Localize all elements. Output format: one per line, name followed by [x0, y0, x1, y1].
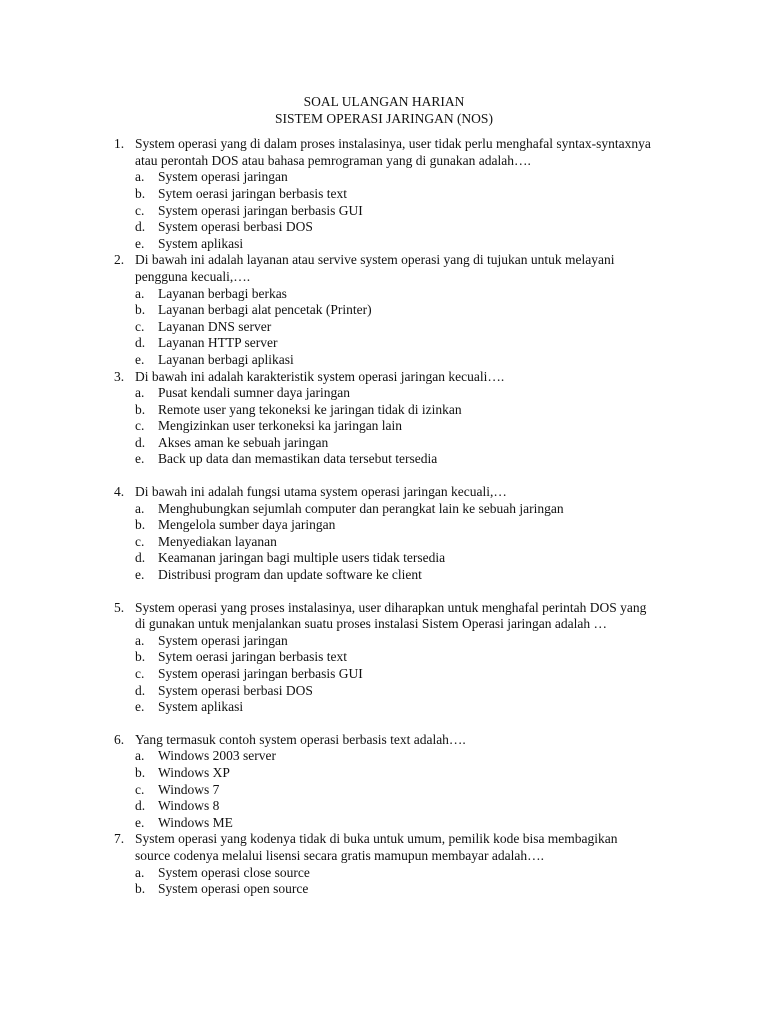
answer-option	[135, 683, 654, 700]
answer-option	[135, 865, 654, 882]
option-text: Menyediakan layanan	[158, 533, 277, 549]
question-item	[114, 831, 654, 897]
option-text: Windows 2003 server	[158, 748, 276, 764]
answer-option	[135, 352, 654, 369]
question-number: 7.	[114, 831, 125, 847]
option-text: System operasi berbasi DOS	[158, 682, 313, 698]
option-letter: e.	[135, 814, 145, 830]
question-text: Yang termasuk contoh system operasi berbasis text adalah….	[135, 731, 466, 747]
question-text: Di bawah ini adalah karakteristik system operasi jaringan kecuali….	[135, 368, 505, 384]
option-letter: c.	[135, 418, 145, 434]
option-letter: a.	[135, 748, 145, 764]
option-letter: c.	[135, 666, 145, 681]
option-letter: e.	[135, 699, 145, 715]
option-letter: b.	[135, 401, 146, 417]
answer-option	[135, 699, 654, 716]
option-text: Windows 8	[158, 798, 220, 814]
option-letter: e.	[135, 235, 145, 251]
answer-option	[135, 782, 654, 799]
option-letter: a.	[135, 500, 145, 516]
option-text: Layanan HTTP server	[158, 335, 278, 351]
option-letter: d.	[135, 434, 146, 450]
answer-option	[135, 567, 654, 584]
question-item	[114, 732, 654, 832]
question-number: 3.	[114, 368, 125, 384]
question-text: System operasi yang proses instalasinya, user diharapkan untuk menghafal perintah DOS yang di gunakan untuk menjalankan suatu proses instalasi Sistem Operasi jaringan adalah …	[135, 599, 647, 632]
option-letter: d.	[135, 219, 146, 235]
question-text: Di bawah ini adalah fungsi utama system operasi jaringan kecuali,…	[135, 484, 507, 500]
question-number: 6.	[114, 731, 125, 747]
option-text: Remote user yang tekoneksi ke jaringan tidak di izinkan	[158, 401, 462, 417]
answer-option	[135, 335, 654, 352]
option-text: System operasi open source	[158, 881, 309, 897]
option-letter: b.	[135, 517, 146, 533]
option-text: Back up data dan memastikan data tersebut tersedia	[158, 451, 438, 467]
answer-option	[135, 666, 654, 683]
option-letter: a.	[135, 864, 145, 880]
answer-option	[135, 286, 654, 303]
title-line-1: SOAL ULANGAN HARIAN	[303, 94, 465, 109]
option-list	[135, 633, 654, 716]
answer-option	[135, 385, 654, 402]
question-text: Di bawah ini adalah layanan atau servive system operasi yang di tujukan untuk melayani pengguna kecuali,….	[135, 252, 615, 284]
question-item	[114, 252, 654, 368]
option-list	[135, 286, 654, 369]
question-number: 1.	[114, 136, 125, 152]
option-text: Sytem oerasi jaringan berbasis text	[158, 649, 347, 665]
option-letter: a.	[135, 169, 145, 185]
question-text: System operasi yang di dalam proses instalasinya, user tidak perlu menghafal syntax-syntaxnya atau perontah DOS atau bahasa pemrograman yang di gunakan adalah….	[135, 136, 651, 168]
answer-option	[135, 748, 654, 765]
answer-option	[135, 517, 654, 534]
option-list	[135, 501, 654, 584]
option-letter: c.	[135, 318, 145, 334]
option-list	[135, 385, 654, 468]
option-letter: e.	[135, 351, 145, 367]
question-list	[0, 136, 654, 898]
answer-option	[135, 435, 654, 452]
option-text: System operasi jaringan	[158, 169, 288, 185]
option-letter: c.	[135, 533, 145, 549]
option-letter: d.	[135, 798, 146, 814]
option-text: Windows ME	[158, 814, 233, 830]
question-item	[114, 136, 654, 252]
question-item	[114, 600, 654, 716]
option-letter: e.	[135, 567, 145, 583]
option-letter: a.	[135, 285, 145, 301]
option-letter: a.	[135, 385, 145, 401]
answer-option	[135, 649, 654, 666]
option-letter: d.	[135, 550, 146, 566]
answer-option	[135, 815, 654, 832]
answer-option	[135, 451, 654, 468]
option-text: System operasi jaringan berbasis GUI	[158, 666, 363, 681]
option-text: Menghubungkan sejumlah computer dan perangkat lain ke sebuah jaringan	[158, 500, 564, 516]
answer-option	[135, 319, 654, 336]
question-number: 2.	[114, 252, 125, 268]
option-text: Layanan DNS server	[158, 318, 272, 334]
answer-option	[135, 186, 654, 203]
option-letter: d.	[135, 335, 146, 351]
answer-option	[135, 418, 654, 435]
question-item	[114, 369, 654, 469]
option-text: System aplikasi	[158, 699, 244, 715]
answer-option	[135, 169, 654, 186]
answer-option	[135, 302, 654, 319]
option-text: Layanan berbagi aplikasi	[158, 351, 294, 367]
option-letter: b.	[135, 764, 146, 780]
option-list	[135, 169, 654, 252]
answer-option	[135, 402, 654, 419]
answer-option	[135, 236, 654, 253]
answer-option	[135, 534, 654, 551]
question-number: 5.	[114, 599, 125, 615]
option-text: Layanan berbagi alat pencetak (Printer)	[158, 302, 372, 318]
option-list	[135, 748, 654, 831]
option-text: Windows 7	[158, 781, 220, 797]
option-text: System operasi close source	[158, 864, 310, 880]
option-text: Mengizinkan user terkoneksi ka jaringan lain	[158, 418, 403, 434]
option-letter: c.	[135, 781, 145, 797]
option-letter: b.	[135, 881, 146, 897]
answer-option	[135, 881, 654, 898]
question-number: 4.	[114, 484, 125, 500]
option-letter: a.	[135, 632, 145, 648]
option-letter: b.	[135, 185, 146, 201]
option-text: Mengelola sumber daya jaringan	[158, 517, 336, 533]
option-letter: d.	[135, 682, 146, 698]
option-text: System operasi jaringan berbasis GUI	[158, 202, 363, 218]
option-letter: b.	[135, 302, 146, 318]
answer-option	[135, 219, 654, 236]
option-text: Windows XP	[158, 764, 230, 780]
answer-option	[135, 798, 654, 815]
option-text: Distribusi program dan update software ke client	[158, 567, 422, 583]
document-title	[0, 94, 768, 127]
option-text: Akses aman ke sebuah jaringan	[158, 434, 329, 450]
answer-option	[135, 765, 654, 782]
option-text: System aplikasi	[158, 235, 244, 251]
answer-option	[135, 633, 654, 650]
option-text: Pusat kendali sumner daya jaringan	[158, 385, 350, 401]
answer-option	[135, 550, 654, 567]
question-item	[114, 484, 654, 584]
option-letter: b.	[135, 649, 146, 665]
answer-option	[135, 501, 654, 518]
option-text: System operasi berbasi DOS	[158, 219, 313, 235]
option-list	[135, 865, 654, 898]
option-text: Sytem oerasi jaringan berbasis text	[158, 185, 347, 201]
option-letter: c.	[135, 202, 145, 218]
option-text: Layanan berbagi berkas	[158, 285, 287, 301]
title-line-2: SISTEM OPERASI JARINGAN (NOS)	[275, 110, 493, 126]
option-letter: e.	[135, 451, 145, 467]
answer-option	[135, 203, 654, 220]
option-text: Keamanan jaringan bagi multiple users tidak tersedia	[158, 550, 446, 566]
question-text: System operasi yang kodenya tidak di buka untuk umum, pemilik kode bisa membagikan source codenya melalui lisensi secara gratis mamupun membayar adalah….	[135, 831, 618, 863]
option-text: System operasi jaringan	[158, 632, 288, 648]
